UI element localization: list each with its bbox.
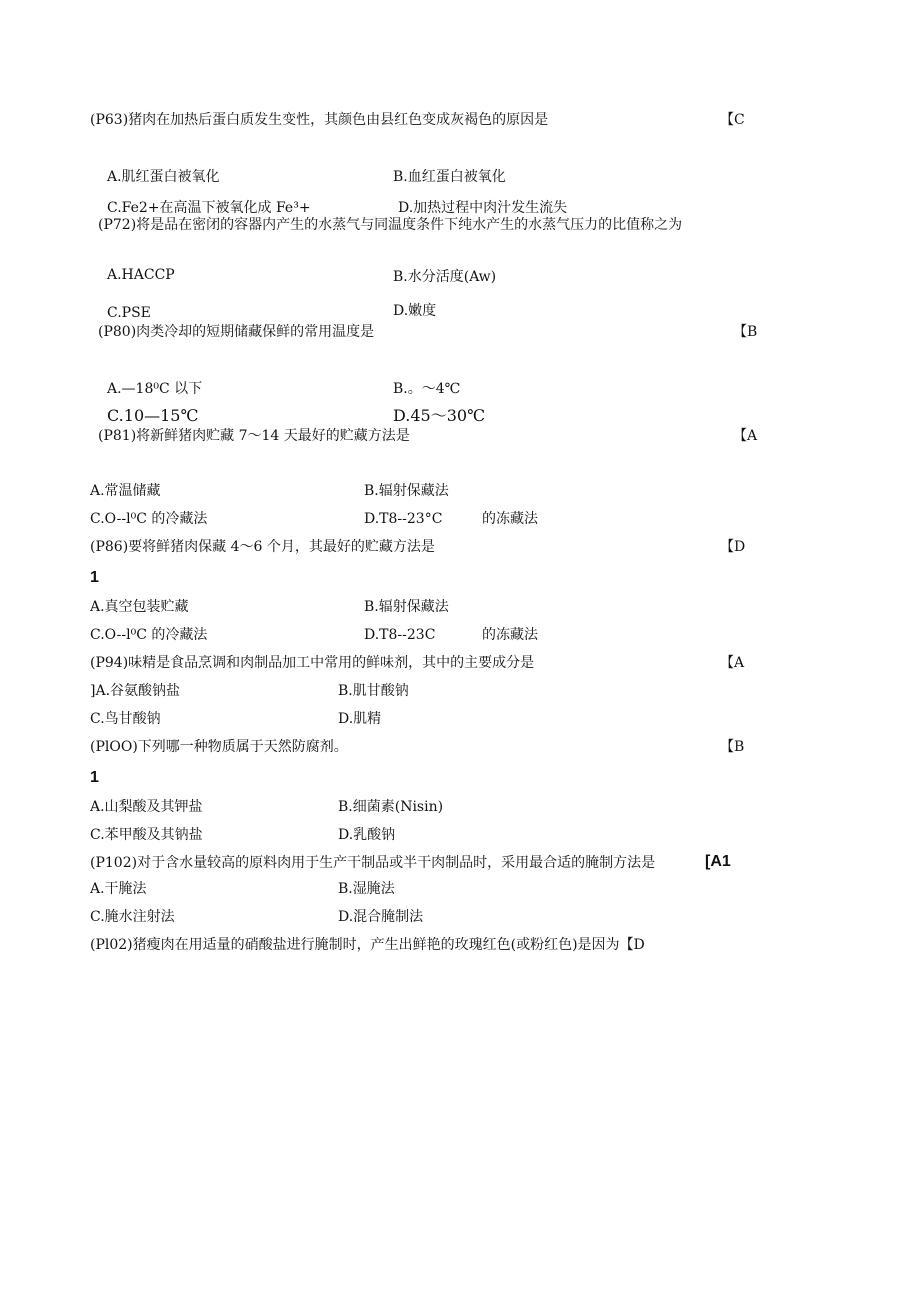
option-b: B.辐射保藏法 xyxy=(364,599,449,615)
option-d: D.45～30℃ xyxy=(393,406,485,425)
question-stem: (P72)将是品在密闭的容器内产生的水蒸气与同温度条件下纯水产生的水蒸气压力的比值称之为 xyxy=(98,217,683,233)
option-b: B.血红蛋白被氧化 xyxy=(393,169,506,185)
answer-mark: 【D xyxy=(720,539,746,555)
answer-continuation: 1 xyxy=(90,769,99,786)
option-b: B.细菌素(Nisin) xyxy=(338,799,444,815)
answer-mark: 【B xyxy=(720,739,745,755)
option-c: C.PSE xyxy=(107,305,151,321)
option-a: A.HACCP xyxy=(107,267,175,283)
option-a: A.肌红蛋白被氧化 xyxy=(107,169,220,185)
option-c: C.10—15℃ xyxy=(107,406,199,425)
option-c: C.O--l⁰C 的冷藏法 xyxy=(90,511,208,527)
option-d: D.混合腌制法 xyxy=(338,909,424,925)
option-d: D.加热过程中肉汁发生流失 xyxy=(398,200,568,216)
question-stem: (PlOO)下列哪一种物质属于天然防腐剂。 xyxy=(90,739,348,755)
question-stem: (P86)要将鲜猪肉保藏 4～6 个月，其最好的贮藏方法是 xyxy=(90,539,435,555)
option-c: C.O--l⁰C 的冷藏法 xyxy=(90,627,208,643)
question-stem: (P102)对于含水量较高的原料肉用于生产干制品或半干肉制品时，采用最合适的腌制方法是 xyxy=(90,855,656,871)
answer-mark: 【B xyxy=(733,324,758,340)
option-a: A.真空包装贮藏 xyxy=(90,599,189,615)
question-stem: (Pl02)猪瘦肉在用适量的硝酸盐进行腌制时，产生出鲜艳的玫瑰红色(或粉红色)是因为【D xyxy=(90,937,645,953)
option-a: A.常温储藏 xyxy=(90,483,161,499)
option-d-suffix: 的冻藏法 xyxy=(482,627,538,643)
option-b: B.湿腌法 xyxy=(338,881,395,897)
question-stem: (P80)肉类冷却的短期储藏保鲜的常用温度是 xyxy=(98,324,375,340)
question-stem: (P81)将新鲜猪肉贮藏 7～14 天最好的贮藏方法是 xyxy=(98,428,410,444)
option-a: A.干腌法 xyxy=(90,881,147,897)
option-d: D.T8--23°C xyxy=(364,511,443,527)
question-stem: (P63)猪肉在加热后蛋白质发生变性，其颜色由县红色变成灰褐色的原因是 xyxy=(90,112,549,128)
option-b: B.肌甘酸钠 xyxy=(338,683,409,699)
option-d-suffix: 的冻藏法 xyxy=(482,511,538,527)
option-b: B.水分活度(Aw) xyxy=(393,269,497,285)
answer-mark: 【A xyxy=(720,655,745,671)
answer-mark: 【A xyxy=(733,428,758,444)
option-c: C.鸟甘酸钠 xyxy=(90,711,161,727)
option-c: C.Fe2+在高温下被氧化成 Fe³+ xyxy=(107,200,311,216)
option-d: D.乳酸钠 xyxy=(338,827,396,843)
option-a: A.—18⁰C 以下 xyxy=(107,381,203,397)
option-c: C.苯甲酸及其钠盐 xyxy=(90,827,203,843)
option-d: D.嫩度 xyxy=(393,303,437,319)
option-b: B.辐射保藏法 xyxy=(364,483,449,499)
answer-mark: [A1 xyxy=(705,853,731,870)
answer-mark: 【C xyxy=(720,112,745,128)
option-b: B.。～4℃ xyxy=(393,381,461,397)
question-stem: (P94)味精是食品烹调和肉制品加工中常用的鲜味剂，其中的主要成分是 xyxy=(90,655,535,671)
option-a: A.山梨酸及其钾盐 xyxy=(90,799,203,815)
option-c: C.腌水注射法 xyxy=(90,909,175,925)
answer-continuation: 1 xyxy=(90,569,99,586)
option-d: D.T8--23C xyxy=(364,627,436,643)
option-d: D.肌精 xyxy=(338,711,382,727)
option-a: ]A.谷氨酸钠盐 xyxy=(90,683,181,699)
